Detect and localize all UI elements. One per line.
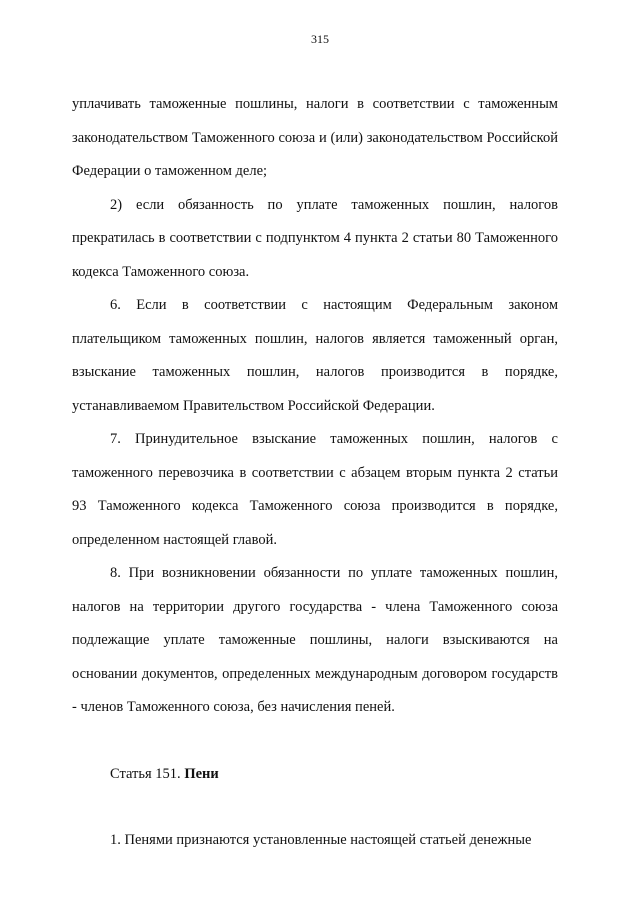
document-body [72,88,558,858]
paragraph-continuation: уплачивать таможенные пошлины, налоги в соответствии с таможенным законодательством Таможенного союза и (или) законодательством Российской Федерации о таможенном деле; [72,96,558,179]
article-heading [72,758,558,792]
paragraph-penalties: 1. Пенями признаются установленные настоящей статьей денежные [110,832,532,848]
article-title: Пени [184,765,219,782]
paragraph-item-7: 7. Принудительное взыскание таможенных пошлин, налогов с таможенного перевозчика в соответствии с абзацем вторым пункта 2 статьи 93 Таможенного кодекса Таможенного союза производится в порядке, определенном настоящей главой. [72,431,558,548]
paragraph-item-2: 2) если обязанность по уплате таможенных пошлин, налогов прекратилась в соответствии с подпунктом 4 пункта 2 статьи 80 Таможенного кодекса Таможенного союза. [72,196,558,280]
paragraph-item-8: 8. При возникновении обязанности по уплате таможенных пошлин, налогов на территории другого государства - члена Таможенного союза подлежащие уплате таможенные пошлины, налоги взыскиваются на основании документов, определенных международным договором государств - членов Таможенного союза, без начисления пеней. [72,565,558,715]
article-number: Статья 151. [110,765,185,782]
page-number: 315 [311,32,329,46]
paragraph-item-6: 6. Если в соответствии с настоящим Федеральным законом плательщиком таможенных пошлин, налогов является таможенный орган, взыскание таможенных пошлин, налогов производится в порядке, устанавливаемом Правительством Российской Федерации. [72,297,558,414]
